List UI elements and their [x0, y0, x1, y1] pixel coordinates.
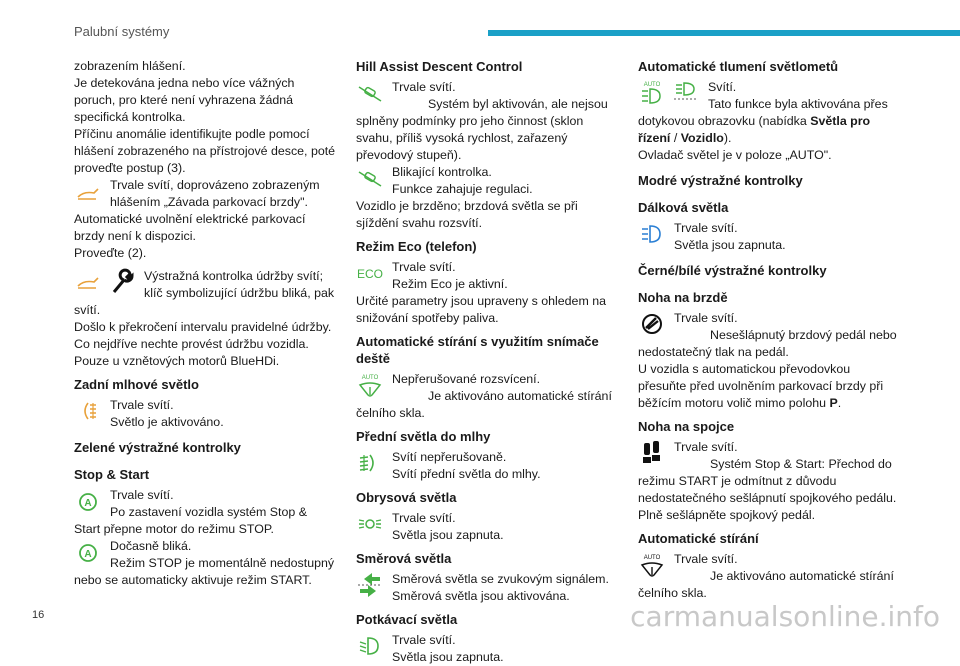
- indicator-rain-wiper: [356, 371, 618, 422]
- paragraph: Ovladač světel je v poloze „AUTO".: [638, 148, 832, 162]
- paragraph: Příčinu anomálie identifikujte podle pomocí hlášení zobrazeného na přístrojové desce, poté proveďte postup (3).: [74, 127, 336, 175]
- running-header: Palubní systémy: [74, 24, 170, 39]
- indicator-line: Trvale svítí.: [392, 260, 456, 274]
- indicator-direction: [356, 571, 618, 605]
- page-number: 16: [32, 609, 45, 621]
- direction-arrows-icon: [356, 571, 384, 599]
- paragraph: Automatické uvolnění elektrické parkovací brzdy není k dispozici.: [74, 212, 306, 243]
- stop-start-icon: [74, 538, 102, 566]
- column-2: [356, 58, 618, 666]
- eco-mode-icon: [356, 259, 384, 287]
- svg-text:AUTO: AUTO: [361, 375, 379, 381]
- indicator-rear-fog: [74, 397, 336, 431]
- indicator-line: Tato funkce byla aktivována přes dotykovou obrazovku (nabídka Světla pro řízení / Vozidlo).: [638, 97, 888, 145]
- indicator-hill-assist-flash: [356, 164, 618, 198]
- section-heading: Modré výstražné kontrolky: [638, 173, 803, 188]
- indicator-parking-brake: [74, 177, 336, 211]
- svg-text:AUTO: AUTO: [643, 555, 661, 561]
- section-heading: Stop & Start: [74, 467, 150, 482]
- foot-on-brake-icon: [638, 310, 666, 338]
- foot-on-clutch-icon: [638, 439, 666, 467]
- stop-start-icon: [74, 487, 102, 515]
- indicator-line: Světla jsou zapnuta.: [392, 650, 504, 664]
- indicator-line: Svítí nepřerušovaně.: [392, 450, 507, 464]
- indicator-text: Výstražná kontrolka údržby svítí; klíč symbolizující údržbu bliká, pak svítí.: [74, 269, 335, 317]
- paragraph: Došlo k překročení intervalu pravidelné údržby.: [74, 320, 332, 334]
- section-heading: Obrysová světla: [356, 490, 457, 505]
- indicator-line: Trvale svítí.: [674, 552, 738, 566]
- indicator-line: Nesešlápnutý brzdový pedál nebo nedostatečný tlak na pedál.: [638, 328, 897, 359]
- paragraph: Je detekována jedna nebo více vážných poruch, pro které není vyhrazena žádná specifická kontrolka.: [74, 76, 295, 124]
- indicator-auto-wiper: [638, 551, 900, 602]
- column-1: [74, 58, 336, 589]
- indicator-line: Svítí.: [708, 80, 737, 94]
- section-heading: Zadní mlhové světlo: [74, 377, 199, 392]
- indicator-stop-start-flash: [74, 538, 336, 589]
- indicator-dipped: [356, 632, 618, 666]
- section-heading: Hill Assist Descent Control: [356, 59, 523, 74]
- indicator-line: Světla jsou zapnuta.: [674, 238, 786, 252]
- sidelights-icon: [356, 510, 384, 538]
- foot-brake-amber-icon: [74, 268, 102, 296]
- indicator-line: Blikající kontrolka.: [392, 165, 492, 179]
- indicator-line: Světlo je aktivováno.: [110, 415, 224, 429]
- svg-text:AUTO: AUTO: [643, 82, 661, 88]
- high-beam-icon: [638, 220, 666, 248]
- indicator-line: Režim STOP je momentálně nedostupný nebo se automaticky aktivuje režim START.: [74, 556, 335, 587]
- indicator-sidelights: [356, 510, 618, 544]
- section-heading: Automatické stírání: [638, 531, 759, 546]
- indicator-line: Nepřerušované rozsvícení.: [392, 372, 541, 386]
- section-heading: Automatické tlumení světlometů: [638, 59, 839, 74]
- paragraph: zobrazením hlášení.: [74, 59, 186, 73]
- indicator-line: Svítí přední světla do mlhy.: [392, 467, 541, 481]
- indicator-line: Funkce zahajuje regulaci.: [392, 182, 533, 196]
- indicator-line: Trvale svítí.: [674, 311, 738, 325]
- section-heading: Noha na spojce: [638, 419, 735, 434]
- indicator-line: Režim Eco je aktivní.: [392, 277, 508, 291]
- indicator-high-beam: [638, 220, 900, 254]
- section-heading: Režim Eco (telefon): [356, 239, 477, 254]
- section-heading: Potkávací světla: [356, 612, 458, 627]
- indicator-foot-brake: [638, 310, 900, 361]
- svg-text:A: A: [84, 549, 92, 560]
- indicator-line: Po zastavení vozidla systém Stop & Start přepne motor do režimu STOP.: [74, 505, 307, 536]
- rear-fog-light-icon: [74, 397, 102, 425]
- svg-text:A: A: [84, 498, 92, 509]
- indicator-line: Trvale svítí.: [110, 488, 174, 502]
- indicator-auto-high-beam: [638, 79, 900, 147]
- indicator-line: Trvale svítí.: [392, 633, 456, 647]
- indicator-stop-start-on: [74, 487, 336, 538]
- indicator-front-fog: [356, 449, 618, 483]
- header-accent-bar: [488, 30, 960, 36]
- indicator-line: Trvale svítí.: [674, 440, 738, 454]
- indicator-line: Trvale svítí.: [110, 398, 174, 412]
- section-heading: Směrová světla: [356, 551, 452, 566]
- auto-wiper-icon: [638, 551, 666, 579]
- indicator-line: Je aktivováno automatické stírání čelního skla.: [638, 569, 894, 600]
- indicator-line: Směrová světla jsou aktivována.: [392, 589, 570, 603]
- hill-descent-icon: [356, 79, 384, 107]
- indicator-foot-clutch: [638, 439, 900, 507]
- indicator-line: Trvale svítí.: [674, 221, 738, 235]
- column-3: [638, 58, 900, 602]
- svg-text:ECO: ECO: [356, 267, 384, 281]
- indicator-line: Systém byl aktivován, ale nejsou splněny podmínky pro jeho činnost (sklon svahu, příliš vysoká rychlost, zařazený převodový stupeň).: [356, 97, 608, 162]
- section-heading: Automatické stírání s využitím snímače deště: [356, 334, 599, 366]
- hill-descent-icon: [356, 164, 384, 192]
- indicator-line: Světla jsou zapnuta.: [392, 528, 504, 542]
- section-heading: Přední světla do mlhy: [356, 429, 491, 444]
- high-beam-dashed-icon: [672, 79, 700, 107]
- indicator-text: Trvale svítí, doprovázeno zobrazeným hlášením „Závada parkovací brzdy".: [110, 178, 320, 209]
- auto-wiper-icon: [356, 371, 384, 399]
- indicator-line: Systém Stop & Start: Přechod do režimu START je odmítnut z důvodu nedostatečného sešlápnutí spojkového pedálu.: [638, 457, 897, 505]
- indicator-line: Dočasně bliká.: [110, 539, 192, 553]
- paragraph: Určité parametry jsou upraveny s ohledem na snižování spotřeby paliva.: [356, 294, 606, 325]
- paragraph: Co nejdříve nechte provést údržbu vozidla.: [74, 337, 309, 351]
- paragraph: Plně sešlápněte spojkový pedál.: [638, 508, 816, 522]
- watermark: carmanualsonline.info: [630, 600, 940, 633]
- front-fog-light-icon: [356, 449, 384, 477]
- indicator-service: [74, 268, 336, 319]
- foot-brake-amber-icon: [74, 177, 102, 205]
- indicator-line: Je aktivováno automatické stírání čelního skla.: [356, 389, 612, 420]
- auto-high-beam-icon: [638, 79, 666, 107]
- indicator-hill-assist-on: [356, 79, 618, 164]
- section-heading: Zelené výstražné kontrolky: [74, 440, 241, 455]
- paragraph: Proveďte (2).: [74, 246, 147, 260]
- section-heading: Noha na brzdě: [638, 290, 728, 305]
- indicator-line: Trvale svítí.: [392, 80, 456, 94]
- paragraph: U vozidla s automatickou převodovkou přesuňte před uvolněním parkovací brzdy při běžícím motoru volič mimo polohu P.: [638, 362, 884, 410]
- indicator-line: Trvale svítí.: [392, 511, 456, 525]
- paragraph: Pouze u vznětových motorů BlueHDi.: [74, 354, 280, 368]
- section-heading: Dálková světla: [638, 200, 729, 215]
- dipped-beam-icon: [356, 632, 384, 660]
- indicator-eco: [356, 259, 618, 293]
- indicator-line: Směrová světla se zvukovým signálem.: [392, 572, 609, 586]
- section-heading: Černé/bílé výstražné kontrolky: [638, 263, 827, 278]
- paragraph: Vozidlo je brzděno; brzdová světla se při sjíždění svahu rozsvítí.: [356, 199, 578, 230]
- wrench-icon: [108, 268, 136, 296]
